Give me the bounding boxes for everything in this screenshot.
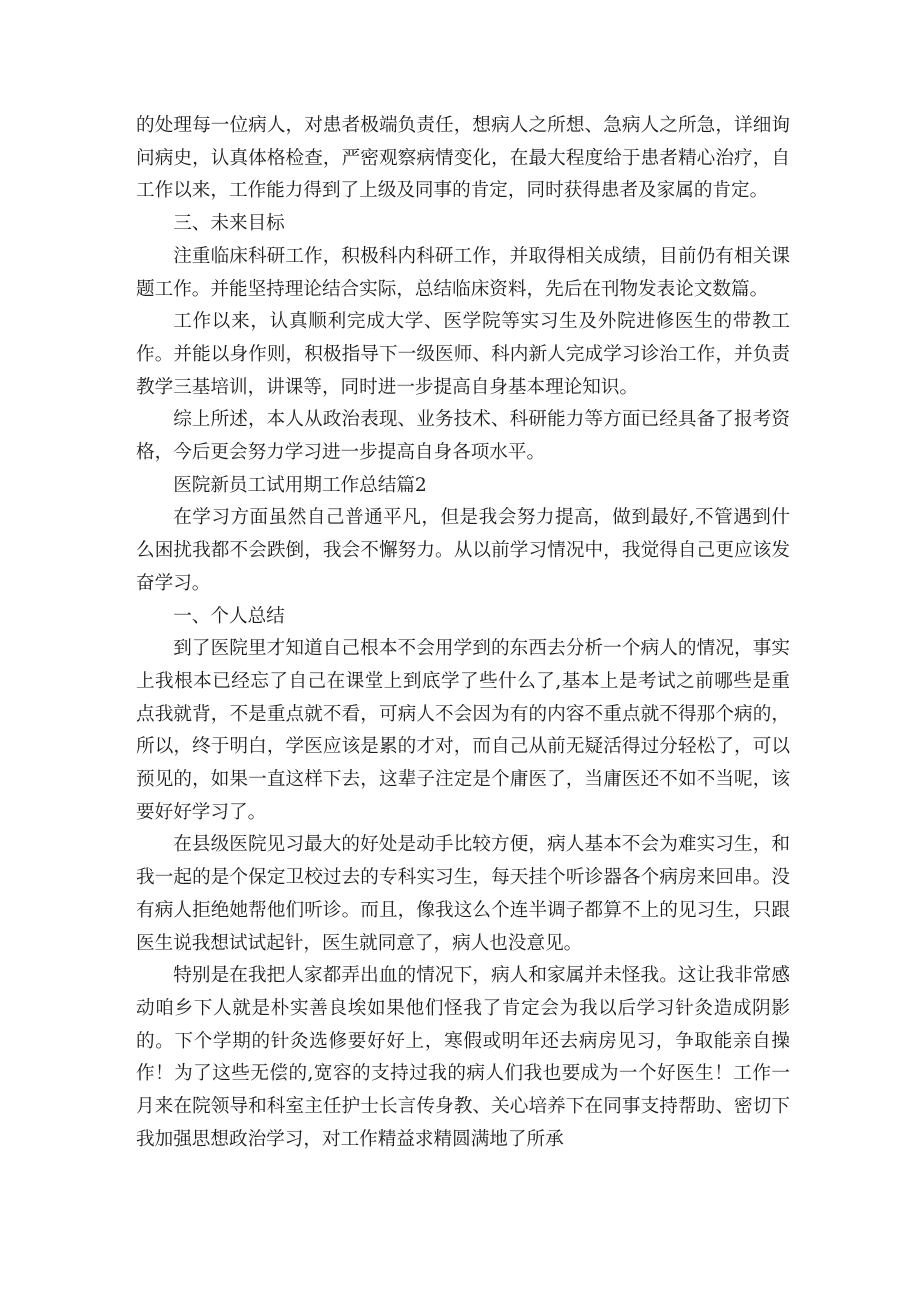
paragraph-study-attitude: 在学习方面虽然自己普通平凡，但是我会努力提高，做到最好,不管遇到什么困扰我都不会跌倒，我会不懈努力。从以前学习情况中，我觉得自己更应该发奋学习。 [136, 507, 790, 594]
paragraph-summary: 综上所述，本人从政治表现、业务技术、科研能力等方面已经具备了报考资格，今后更会努力学习进一步提高自身各项水平。 [136, 409, 790, 464]
paragraph-research: 注重临床科研工作，积极科内科研工作，并取得相关成绩，目前仍有相关课题工作。并能坚持理论结合实际，总结临床资料，先后在刊物发表论文数篇。 [136, 245, 790, 300]
paragraph-county-hospital: 在县级医院见习最大的好处是动手比较方便，病人基本不会为难实习生，和我一起的是个保定卫校过去的专科实习生，每天挂个听诊器各个病房来回串。没有病人拒绝她帮他们听诊。而且，像我这么个连半调子都算不上的见习生，只跟医生说我想试试起针，医生就同意了，病人也没意见。 [136, 834, 790, 954]
paragraph-hospital-realization: 到了医院里才知道自己根本不会用学到的东西去分析一个病人的情况，事实上我根本已经忘了自己在课堂上到底学了些什么了,基本上是考试之前哪些是重点我就背，不是重点就不看，可病人不会因为有的内容不重点就不得那个病的，所以，终于明白，学医应该是累的才对，而自己从前无疑活得过分轻松了，可以预见的，如果一直这样下去，这辈子注定是个庸医了，当庸医还不如不当呢，该要好好学习了。 [136, 638, 790, 823]
section-heading-personal-summary: 一、个人总结 [173, 605, 285, 627]
paragraph-gratitude: 特别是在我把人家都弄出血的情况下，病人和家属并未怪我。这让我非常感动咱乡下人就是朴实善良埃如果他们怪我了肯定会为我以后学习针灸造成阴影的。下个学期的针灸选修要好好上，寒假或明年还去病房见习，争取能亲自操作！为了这些无偿的,宽容的支持过我的病人们我也要成为一个好医生！工作一月来在院领导和科室主任护士长言传身教、关心培养下在同事支持帮助、密切下我加强思想政治学习，对工作精益求精圆满地了所承 [136, 965, 790, 1150]
paragraph-continuation: 的处理每一位病人，对患者极端负责任，想病人之所想、急病人之所急，详细询问病史，认真体格检查，严密观察病情变化，在最大程度给于患者精心治疗，自工作以来，工作能力得到了上级及同事的肯定，同时获得患者及家属的肯定。 [136, 115, 790, 202]
paragraph-teaching: 工作以来，认真顺利完成大学、医学院等实习生及外院进修医生的带教工作。并能以身作则，积极指导下一级医师、科内新人完成学习诊治工作，并负责教学三基培训，讲课等，同时进一步提高自身基本理论知识。 [136, 311, 790, 398]
section-heading-future-goals: 三、未来目标 [173, 213, 285, 235]
article-title-part-2: 医院新员工试用期工作总结篇2 [173, 474, 427, 496]
document-body [136, 110, 790, 1157]
